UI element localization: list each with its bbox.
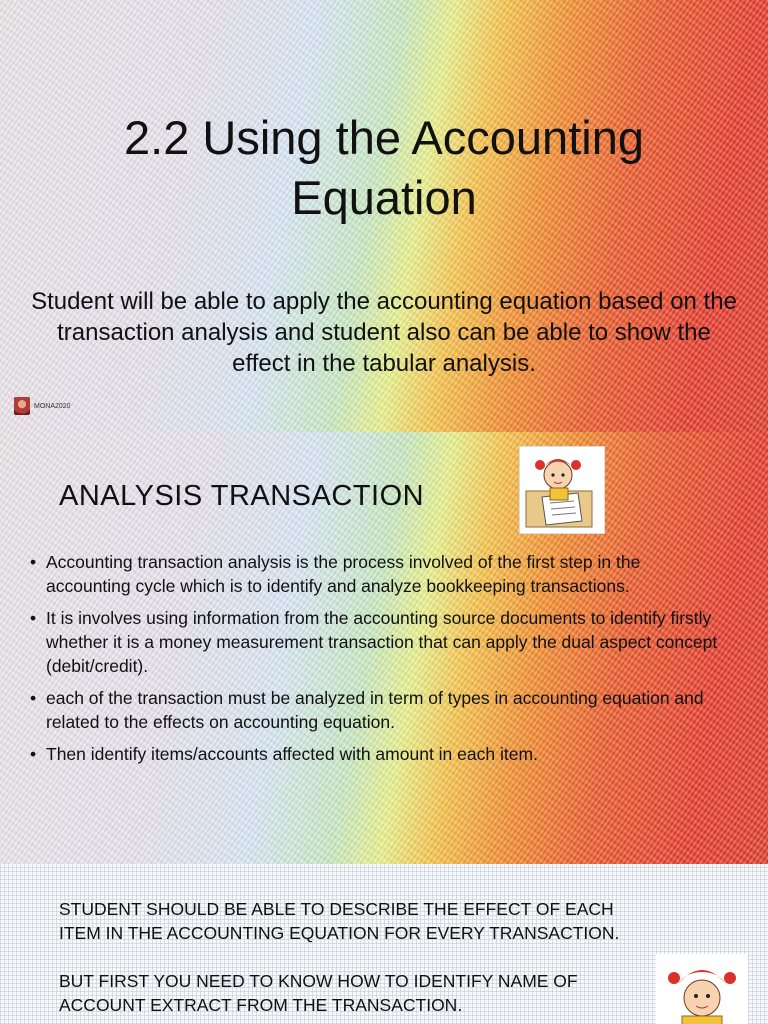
author-credit (14, 397, 71, 415)
bullet-item: • Accounting transaction analysis is the process involved of the first step in the accounting cycle which is to identify and analyze bookkeeping transactions. (26, 550, 726, 598)
p1-emphasis-effect: EFFECT (463, 899, 531, 919)
title-line-2: Equation (291, 171, 477, 224)
p1-text-after: OF EACH ITEM IN THE ACCOUNTING EQUATION FOR EVERY TRANSACTION. (59, 899, 620, 943)
girl-writing-clipart-icon (519, 446, 605, 534)
bullet-item: • each of the transaction must be analyzed in term of types in accounting equation and related to the effects on accounting equation. (26, 686, 726, 734)
slide-subtitle: Student will be able to apply the accounting equation based on the transaction analysis and student also can be able to show the effect in the tabular analysis. (31, 288, 737, 377)
analysis-slide (0, 432, 768, 864)
author-avatar-icon (14, 397, 30, 415)
p1-text-before: STUDENT SHOULD BE ABLE TO DESCRIBE THE (59, 899, 464, 919)
p2-text-before: BUT FIRST YOU NEED TO KNOW HOW TO (59, 971, 414, 991)
title-line-1: 2.2 Using the Accounting (124, 111, 644, 164)
objective-paragraph-1 (59, 897, 639, 945)
bullet-list (26, 550, 726, 774)
p2-emphasis-identify: IDENTIFY (413, 971, 494, 991)
title-slide (0, 0, 768, 432)
objective-paragraph-2 (59, 969, 639, 1017)
bullet-item: • It is involves using information from the accounting source documents to identify firstly whether it is a money measurement transaction that can apply the dual aspect concept (debit/credit). (26, 606, 726, 678)
objective-text (59, 897, 639, 1024)
slide-title (0, 108, 768, 228)
p2-text-after: NAME OF ACCOUNT EXTRACT FROM THE TRANSACTION. (59, 971, 578, 1015)
bullet-item: • Then identify items/accounts affected with amount in each item. (26, 742, 726, 766)
girl-thinking-clipart-icon (656, 954, 748, 1024)
objective-slide (0, 864, 768, 1024)
author-name: MONA2020 (34, 402, 71, 410)
section-heading: ANALYSIS TRANSACTION (59, 480, 425, 512)
